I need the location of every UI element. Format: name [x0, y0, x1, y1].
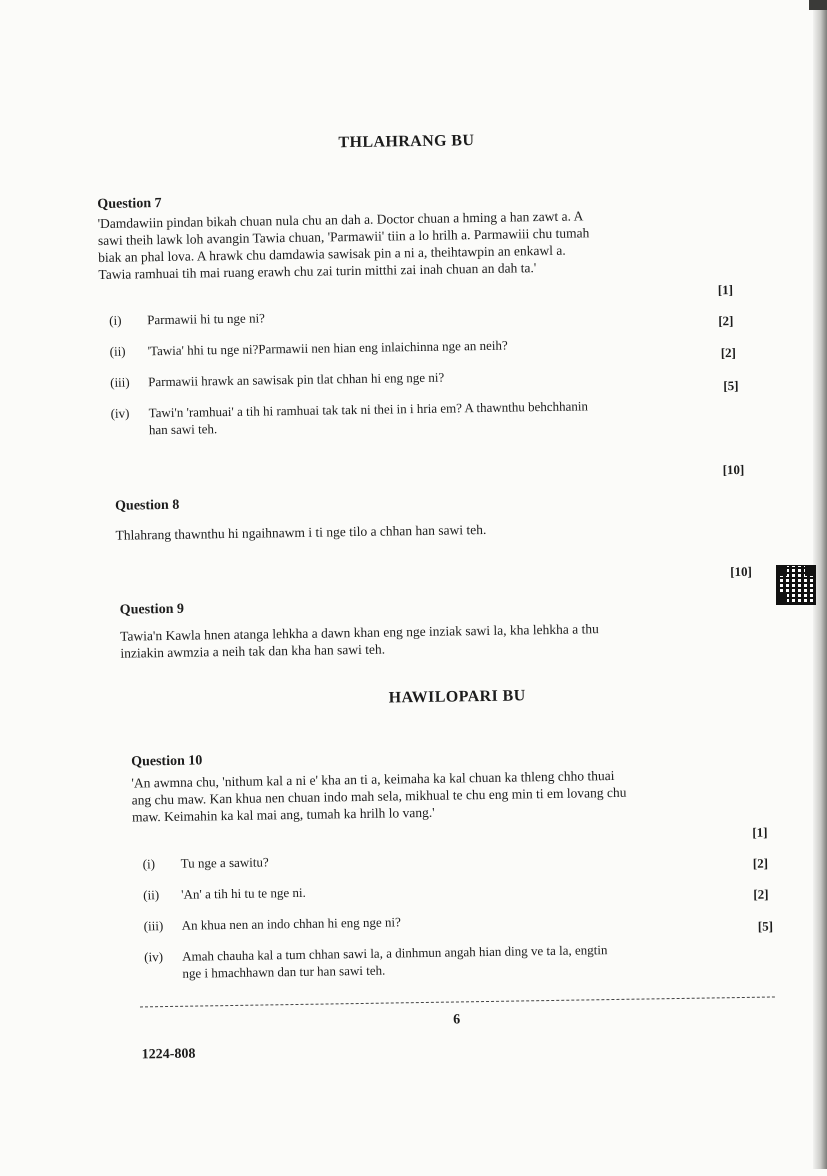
- total-mark-q7: [10]: [722, 461, 745, 478]
- question-8-label: Question 8: [115, 497, 180, 514]
- item-number: (ii): [143, 887, 160, 903]
- mark-q7-i: [1]: [717, 282, 734, 298]
- question-7-item-iv: [111, 395, 711, 438]
- paper-code: 1224-808: [141, 1046, 196, 1063]
- section-heading-hawilopari: HAWILOPARI BU: [388, 687, 526, 707]
- question-7-item-ii: [110, 333, 710, 359]
- question-10-item-i: [143, 846, 743, 872]
- question-9-label: Question 9: [119, 601, 185, 618]
- total-mark-q8: [10]: [730, 563, 753, 580]
- mark-q10-iv: [5]: [757, 918, 774, 934]
- footer-divider: [140, 996, 775, 1007]
- mark-q7-iv: [5]: [723, 377, 739, 394]
- mark-q10-i: [1]: [752, 824, 768, 840]
- item-text: Parmawii hrawk an sawisak pin tlat chhan hi eng nge ni?: [148, 369, 445, 390]
- item-text: [182, 939, 754, 982]
- passage-line: 'An awmna chu, 'nithum kal a ni e' kha an ti a, keimaha ka kal chuan ka thleng chho thuai: [131, 767, 615, 791]
- item-number: (iv): [110, 405, 130, 421]
- passage-line: ang chu maw. Kan khua nen chuan indo mah sela, mikhual te chu eng min ti em lovang chu: [131, 784, 627, 808]
- passage-line: sawi theih lawk loh avangin Tawia chuan, 'Parmawii' tiin a lo hrilh a. Parmawiii chu tumah: [97, 225, 590, 249]
- mark-q7-iii: [2]: [720, 345, 737, 361]
- item-number: (i): [142, 856, 156, 872]
- question-9-text: [120, 618, 730, 662]
- question-7-passage: [98, 205, 709, 283]
- section-heading-thlahrang: THLAHRANG BU: [338, 132, 475, 152]
- question-7-item-i: [109, 302, 709, 328]
- item-text-line: Amah chauha kal a tum chhan sawi la, a dinhmun angah hian ding ve ta la, engtin: [182, 942, 608, 964]
- item-text: Parmawii hi tu nge ni?: [147, 310, 265, 328]
- mark-q10-iii: [2]: [753, 886, 769, 902]
- item-number: (iv): [144, 949, 164, 965]
- item-number: (i): [109, 312, 122, 328]
- passage-line: 'Damdawiin pindan bikah chuan nula chu an dah a. Doctor chuan a hming a han zawt a. A: [97, 208, 584, 232]
- item-text: 'Tawia' hhi tu nge ni?Parmawii nen hian eng inlaichinna nge an neih?: [147, 337, 508, 359]
- passage-line: biak an phal lova. A hrawk chu damdawia sawisak pin a ni a, theihtawpin an enkawl a.: [98, 242, 566, 266]
- passage-line: maw. Keimahin ka kal mai ang, tumah ka hrilh lo vang.': [131, 804, 435, 825]
- question-8-text: Thlahrang thawnthu hi ngaihnawm i ti nge tilo a chhan han sawi teh.: [115, 521, 487, 543]
- page-number: 6: [453, 1012, 461, 1028]
- question-10-item-iv: [144, 939, 754, 983]
- item-text: An khua nen an indo chhan hi eng nge ni?: [181, 914, 401, 933]
- mark-q10-ii: [2]: [752, 855, 769, 871]
- item-text: 'An' a tih hi tu te nge ni.: [181, 884, 306, 902]
- passage-line: Tawia ramhuai tih mai ruang erawh chu zai turin mitthi zai inah chuan an dah ta.': [98, 260, 537, 283]
- question-7-label: Question 7: [97, 196, 162, 213]
- item-text-line: Tawi'n 'ramhuai' a tih hi ramhuai tak tak ni thei in i hria em? A thawnthu behchhanin: [148, 398, 589, 421]
- question-10-label: Question 10: [131, 753, 203, 770]
- page-corner-mark: [809, 0, 827, 10]
- item-number: (ii): [109, 343, 126, 359]
- question-10-item-iii: [144, 908, 744, 934]
- item-text: [149, 395, 711, 438]
- question-9-line: inziakin awmzia a neih tak dan kha han sawi teh.: [120, 641, 386, 661]
- qr-code-icon: [777, 566, 815, 604]
- question-10-passage: [131, 765, 742, 826]
- item-text: Tu nge a sawitu?: [180, 854, 269, 871]
- mark-q7-ii: [2]: [718, 313, 734, 329]
- question-10-item-ii: [143, 877, 743, 903]
- item-text-line: han sawi teh.: [148, 421, 218, 438]
- question-9-line: Tawia'n Kawla hnen atanga lehkha a dawn khan eng nge inziak sawi la, kha lehkha a thu: [120, 621, 599, 644]
- question-7-item-iii: [110, 364, 710, 390]
- item-text-line: nge i hmachhawn dan tur han sawi teh.: [182, 962, 386, 981]
- item-number: (iii): [110, 374, 130, 390]
- item-number: (iii): [143, 918, 164, 934]
